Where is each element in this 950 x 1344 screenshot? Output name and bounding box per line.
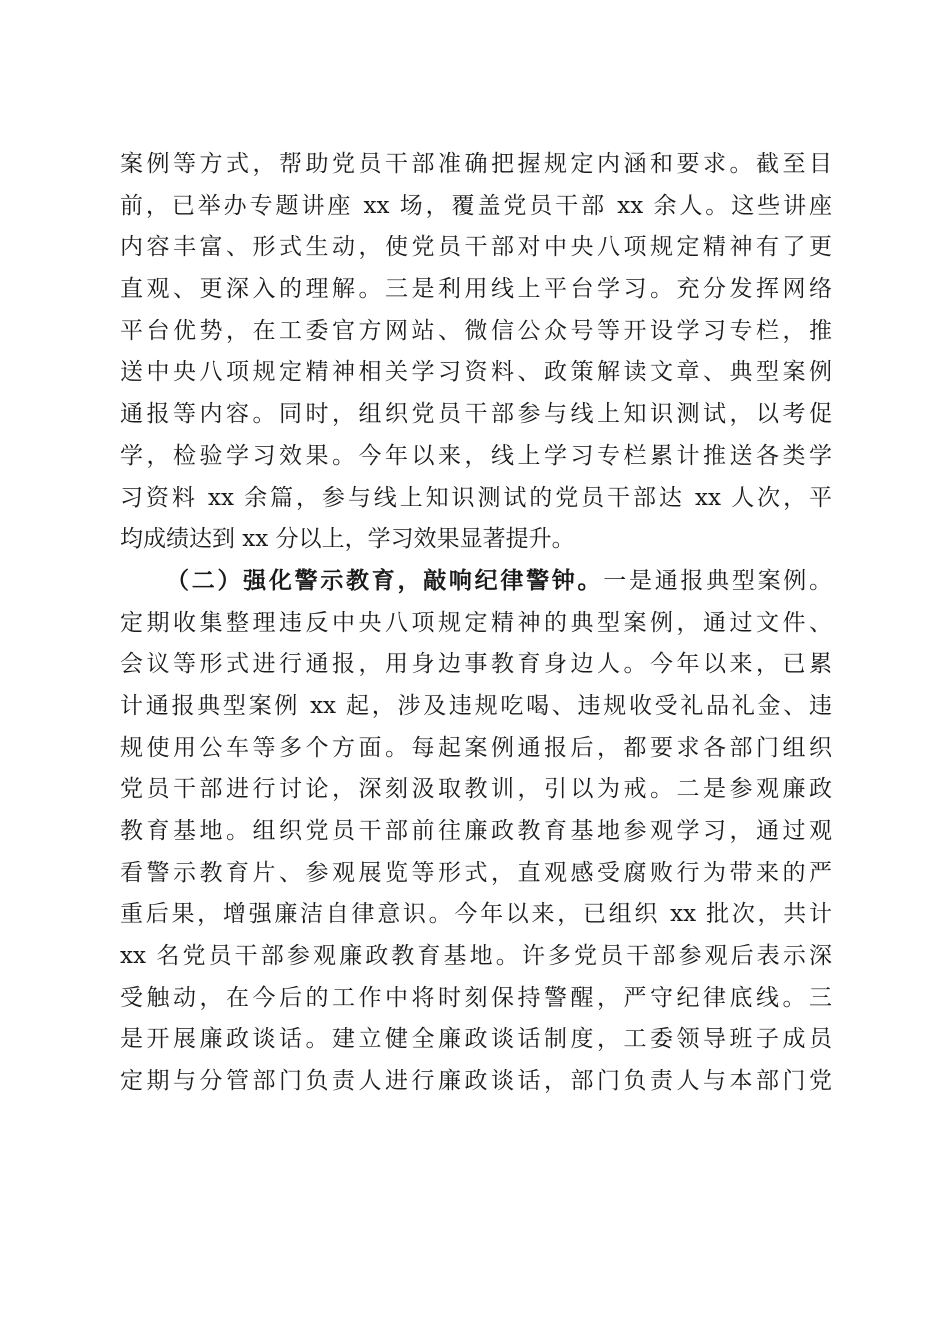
document-body [120,144,832,1103]
paragraph-line: 会议等形式进行通报，用身边事教育身边人。今年以来，已累 [120,651,832,678]
paragraph-line: 通报等内容。同时，组织党员干部参与线上知识测试，以考促 [120,401,832,428]
paragraph-line: 计通报典型案例 xx 起，涉及违规吃喝、违规收受礼品礼金、违 [120,692,832,719]
paragraph-line: 重后果，增强廉洁自律意识。今年以来，已组织 xx 批次，共计 [120,901,832,928]
paragraph-line: 是开展廉政谈话。建立健全廉政谈话制度，工委领导班子成员 [120,1026,832,1053]
paragraph-line: 定期与分管部门负责人进行廉政谈话，部门负责人与本部门党 [120,1068,832,1095]
paragraph-line: 规使用公车等多个方面。每起案例通报后，都要求各部门组织 [120,734,832,761]
paragraph-line: xx 名党员干部参观廉政教育基地。许多党员干部参观后表示深 [120,943,832,970]
paragraph-line: 党员干部进行讨论，深刻汲取教训，引以为戒。二是参观廉政 [120,776,832,803]
paragraph-line: 案例等方式，帮助党员干部准确把握规定内涵和要求。截至目 [120,151,832,177]
paragraph-line-rest: 一是通报典型案例。 [603,567,832,594]
paragraph-line: 直观、更深入的理解。三是利用线上平台学习。充分发挥网络 [120,276,832,303]
paragraph-line: 内容丰富、形式生动，使党员干部对中央八项规定精神有了更 [120,234,832,261]
paragraph-line: 学，检验学习效果。今年以来，线上学习专栏累计推送各类学 [120,442,832,469]
paragraph-2 [120,561,832,1103]
paragraph-line: 前，已举办专题讲座 xx 场，覆盖党员干部 xx 余人。这些讲座 [120,192,832,219]
paragraph-line: 定期收集整理违反中央八项规定精神的典型案例，通过文件、 [120,609,832,636]
paragraph-line: 习资料 xx 余篇，参与线上知识测试的党员干部达 xx 人次，平 [120,484,832,511]
paragraph-line: 受触动，在今后的工作中将时刻保持警醒，严守纪律底线。三 [120,984,832,1011]
paragraph-line: 平台优势，在工委官方网站、微信公众号等开设学习专栏，推 [120,317,832,344]
paragraph-1 [120,144,832,561]
paragraph-line: 均成绩达到 xx 分以上，学习效果显著提升。 [120,526,575,553]
paragraph-first-line [120,561,832,603]
section-heading: （二）强化警示教育，敲响纪律警钟。 [166,567,604,594]
paragraph-line: 送中央八项规定精神相关学习资料、政策解读文章、典型案例 [120,359,832,386]
paragraph-line: 教育基地。组织党员干部前往廉政教育基地参观学习，通过观 [120,818,832,844]
paragraph-line: 看警示教育片、参观展览等形式，直观感受腐败行为带来的严 [120,859,832,886]
